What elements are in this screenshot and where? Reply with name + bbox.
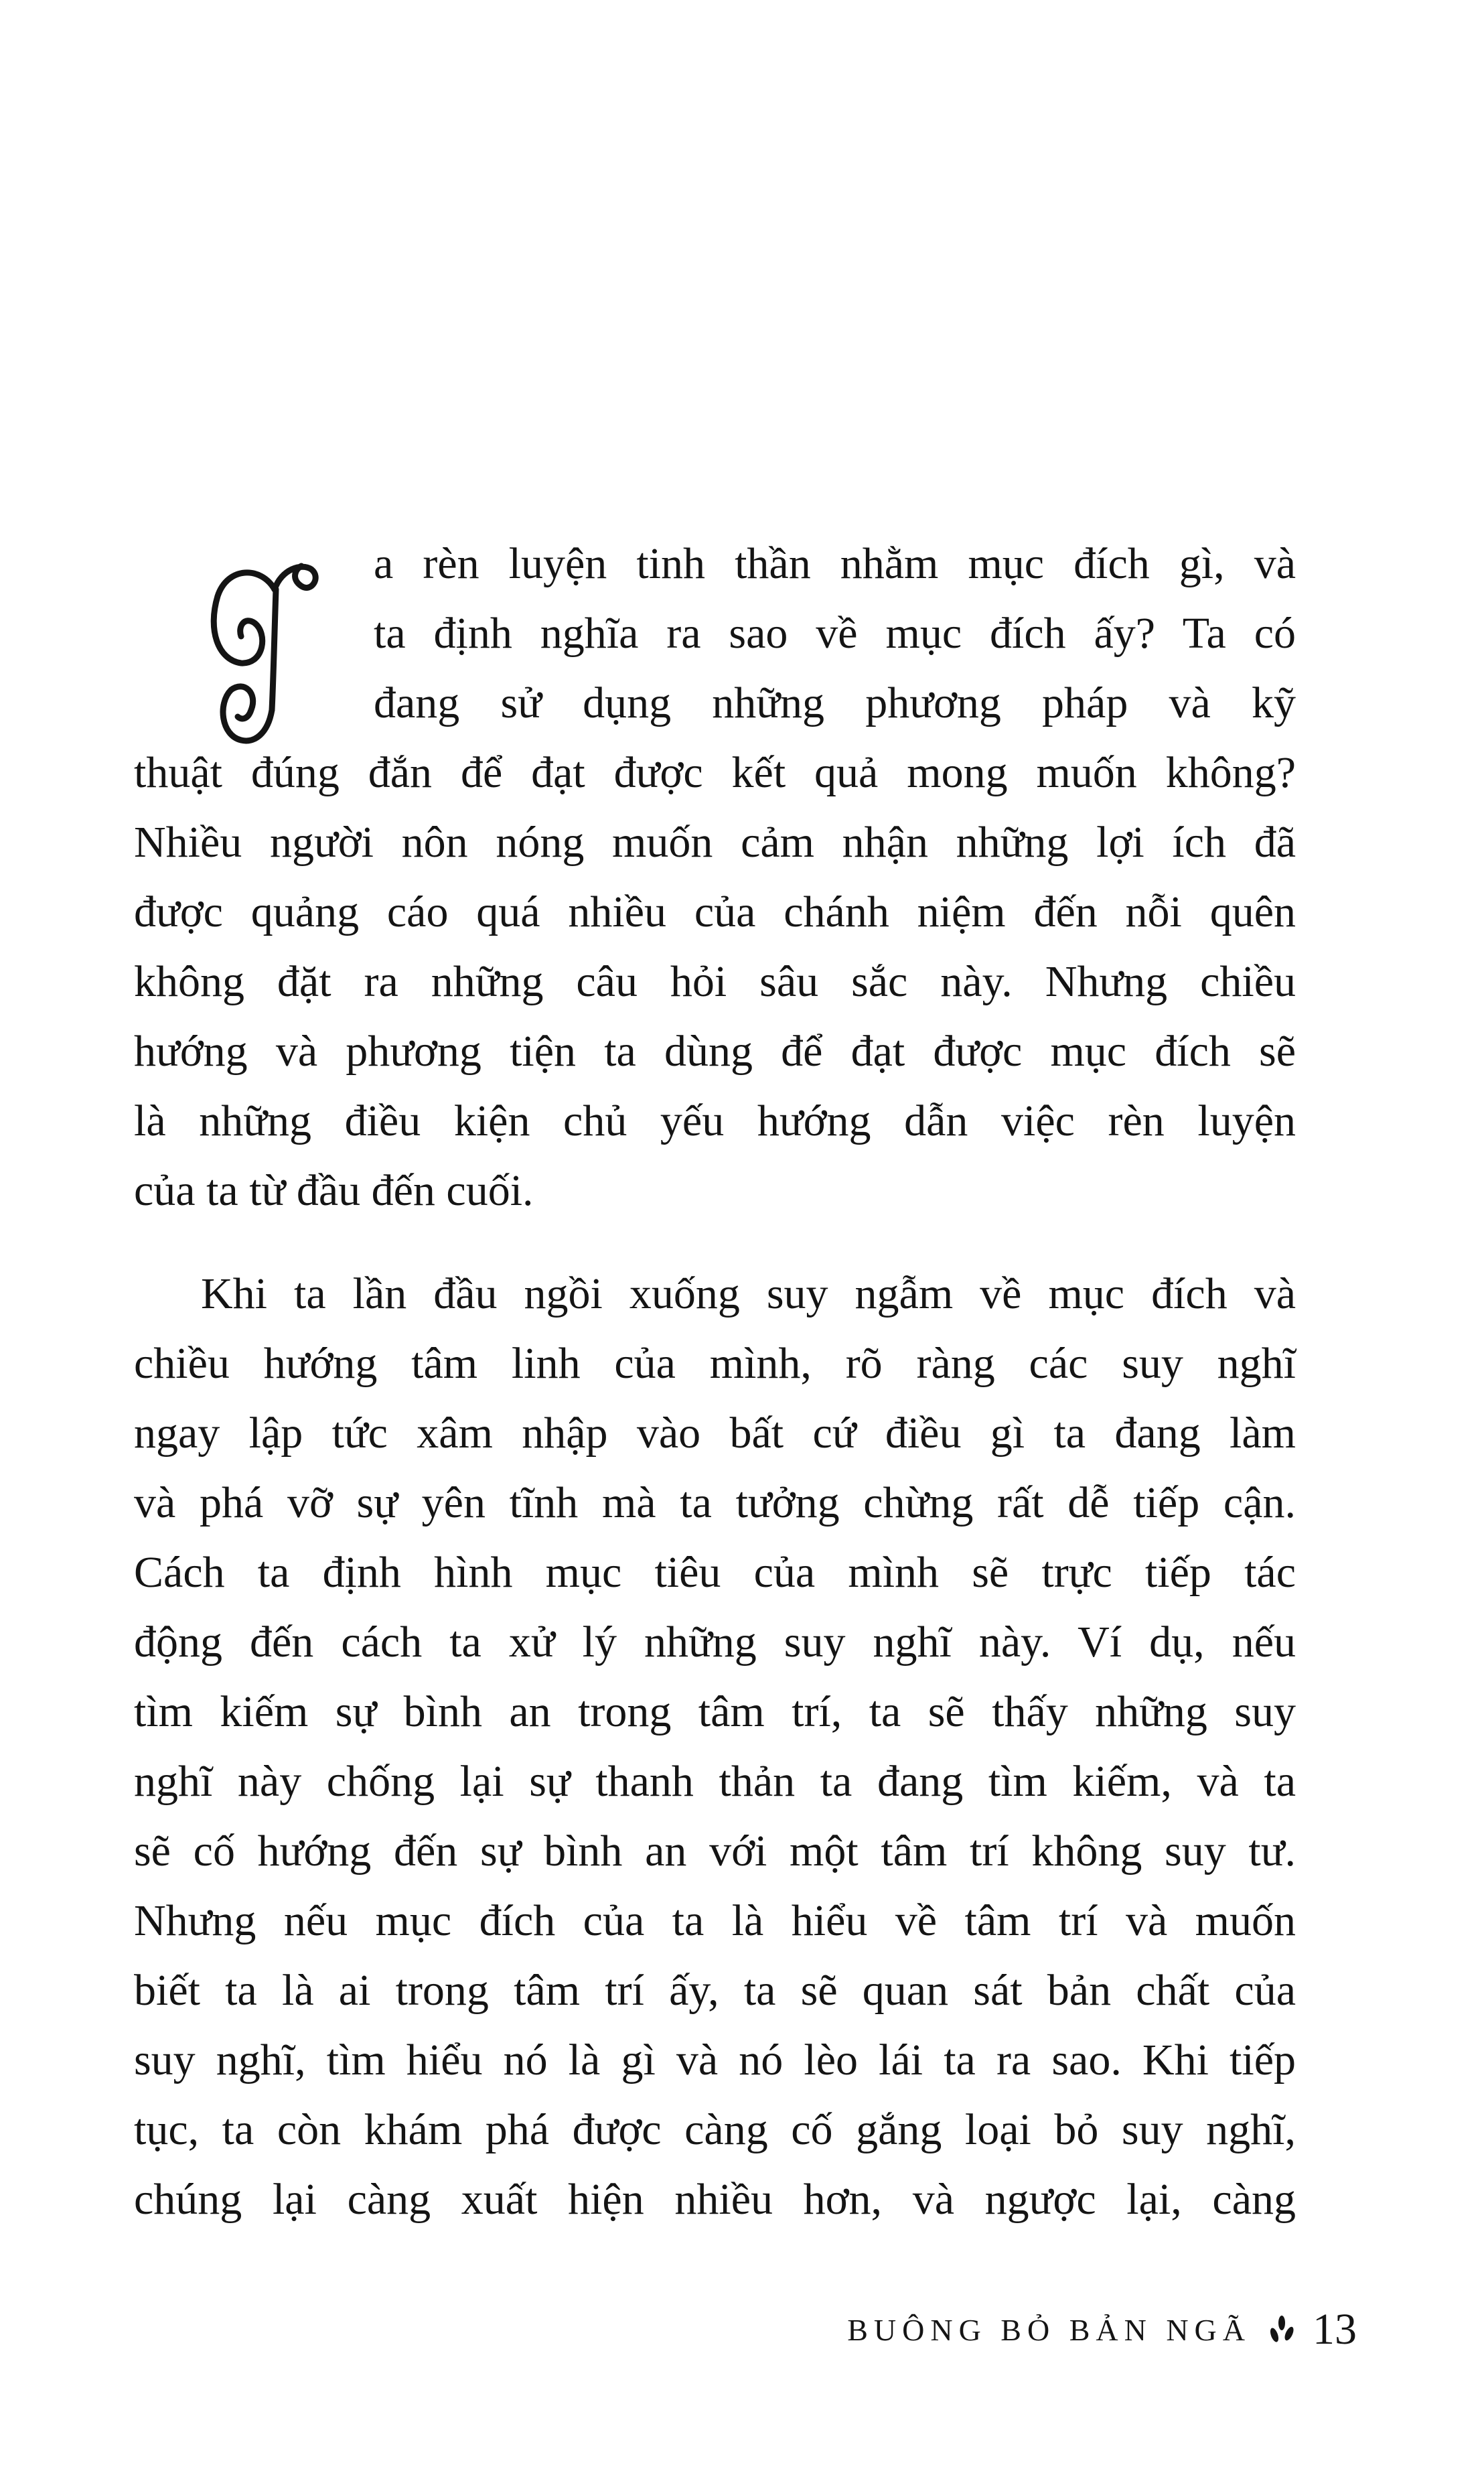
text-line: Nhưng nếu mục đích của ta là hiểu về tâm trí và muốn bbox=[134, 1896, 1296, 1945]
text-line: a rèn luyện tinh thần nhằm mục đích gì, và bbox=[374, 539, 1296, 588]
text-line: biết ta là ai trong tâm trí ấy, ta sẽ quan sát bản chất của bbox=[134, 1966, 1296, 2015]
page-footer bbox=[847, 2304, 1357, 2355]
text-line: Khi ta lần đầu ngồi xuống suy ngẫm về mục đích và bbox=[201, 1269, 1296, 1318]
text-line: của ta từ đầu đến cuối. bbox=[134, 1166, 534, 1215]
text-line: tục, ta còn khám phá được càng cố gắng loại bỏ suy nghĩ, bbox=[134, 2105, 1296, 2154]
text-line: đang sử dụng những phương pháp và kỹ bbox=[374, 679, 1296, 727]
book-title: BUÔNG BỎ BẢN NGÃ bbox=[847, 2312, 1251, 2347]
text-line: hướng và phương tiện ta dùng để đạt được mục đích sẽ bbox=[134, 1027, 1296, 1076]
text-line: chiều hướng tâm linh của mình, rõ ràng các suy nghĩ bbox=[134, 1339, 1296, 1388]
text-line: nghĩ này chống lại sự thanh thản ta đang tìm kiếm, và ta bbox=[134, 1757, 1296, 1806]
text-line: Cách ta định hình mục tiêu của mình sẽ trực tiếp tác bbox=[134, 1548, 1296, 1597]
text-line: tìm kiếm sự bình an trong tâm trí, ta sẽ thấy những suy bbox=[134, 1687, 1296, 1736]
text-line: thuật đúng đắn để đạt được kết quả mong muốn không? bbox=[134, 748, 1296, 797]
text-line: ta định nghĩa ra sao về mục đích ấy? Ta có bbox=[374, 609, 1296, 658]
text-line: và phá vỡ sự yên tĩnh mà ta tưởng chừng rất dễ tiếp cận. bbox=[134, 1478, 1296, 1527]
page-number: 13 bbox=[1313, 2305, 1357, 2354]
text-line: sẽ cố hướng đến sự bình an với một tâm trí không suy tư. bbox=[134, 1827, 1296, 1875]
text-line: là những điều kiện chủ yếu hướng dẫn việc rèn luyện bbox=[134, 1096, 1296, 1145]
paragraph-1 bbox=[134, 529, 1296, 1226]
text-line: động đến cách ta xử lý những suy nghĩ này. Ví dụ, nếu bbox=[134, 1618, 1296, 1667]
text-line: chúng lại càng xuất hiện nhiều hơn, và ngược lại, càng bbox=[134, 2175, 1296, 2224]
text-line: Nhiều người nôn nóng muốn cảm nhận những lợi ích đã bbox=[134, 818, 1296, 867]
text-line: được quảng cáo quá nhiều của chánh niệm đến nỗi quên bbox=[134, 888, 1296, 936]
leaf-icon bbox=[1268, 2314, 1295, 2346]
text-line: ngay lập tức xâm nhập vào bất cứ điều gì ta đang làm bbox=[134, 1409, 1296, 1458]
paragraph-2 bbox=[134, 1259, 1296, 2235]
text-line: suy nghĩ, tìm hiểu nó là gì và nó lèo lái ta ra sao. Khi tiếp bbox=[134, 2036, 1296, 2084]
text-line: không đặt ra những câu hỏi sâu sắc này. Nhưng chiều bbox=[134, 957, 1296, 1006]
